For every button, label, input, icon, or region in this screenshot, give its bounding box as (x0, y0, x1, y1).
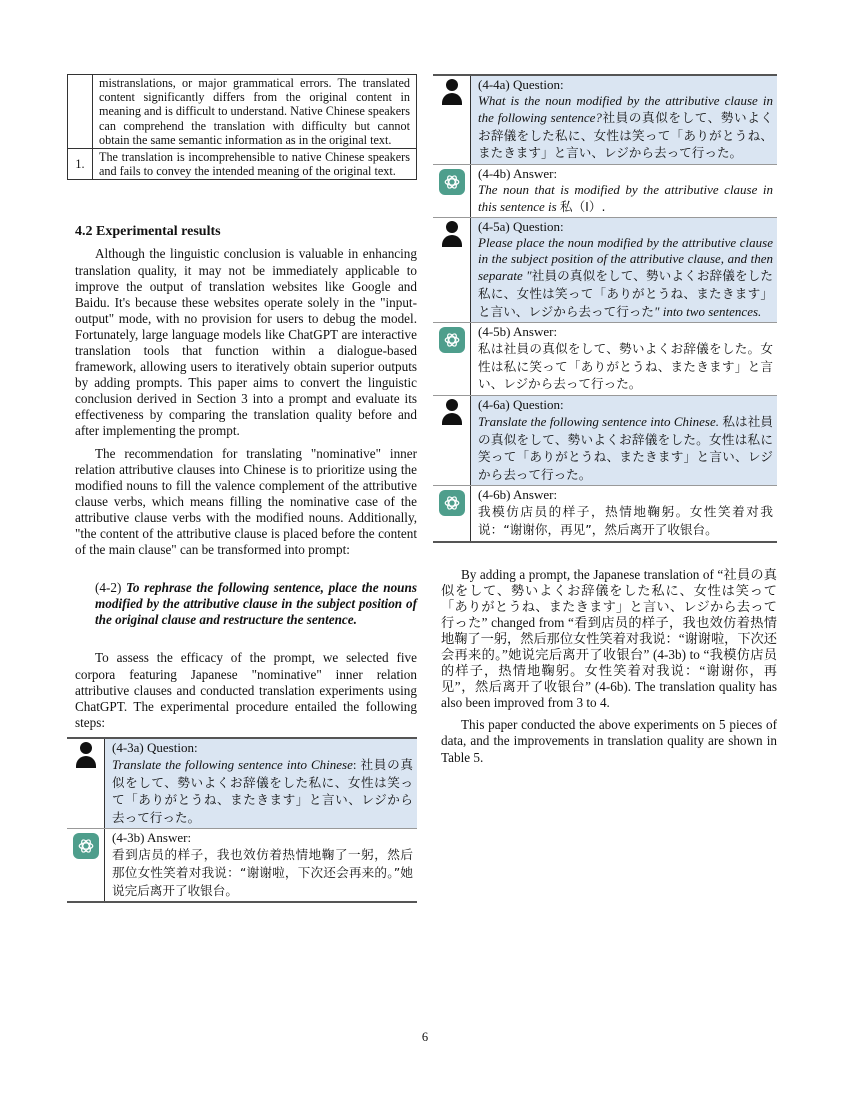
chat-dialog-4-4-to-4-6 (433, 74, 777, 543)
answer-text: The noun that is modified by the attributive clause in this sentence is (478, 181, 773, 214)
japanese-sentence: 社員の真似をして、勢いよくお辞儀をした私に、女性は笑って「ありがとうね、またきます」と言い、レジから去って行った (478, 268, 773, 319)
section-heading: 4.2 Experimental results (75, 224, 221, 240)
answer-heading: (4-5b) Answer: (478, 324, 558, 340)
paragraph: This paper conducted the above experiments on 5 pieces of data, and the improvements in translation quality are shown in Table 5. (441, 717, 777, 765)
user-icon (441, 221, 463, 247)
table-row (68, 75, 417, 149)
question-heading: (4-4a) Question: (478, 77, 564, 92)
chat-question (67, 739, 417, 828)
answer-heading: (4-4b) Answer: (478, 165, 558, 181)
question-text: What is the noun modified by the attributive clause in the following sentence? (478, 93, 773, 125)
chatgpt-logo-icon (439, 327, 465, 353)
question-heading: (4-6a) Question: (478, 396, 564, 412)
question-text: Translate the following sentence into Chinese. (478, 413, 723, 429)
score-cell (68, 75, 93, 149)
chat-answer (433, 164, 777, 218)
question-text: Translate the following sentence into Chinese (112, 756, 353, 772)
criteria-description: The translation is incomprehensible to native Chinese speakers and fails to convey the intended meaning of the original text. (93, 149, 417, 180)
score-cell: 1. (68, 149, 93, 180)
user-icon (75, 742, 97, 768)
results-text (433, 567, 777, 766)
question-heading: (4-5a) Question: (478, 219, 564, 235)
answer-heading: (4-6b) Answer: (478, 487, 558, 503)
paragraph: The recommendation for translating "nominative" inner relation attributive clauses into Chinese is to prioritize using the modified nouns to fill the valence complement of the attributive clause verbs, which means filling the nominative case of the attributive clause verbs with the modified nouns. Additionally, "the content of the attributive clause is placed before the content of the main clause" can be transformed into prompt: (75, 445, 417, 558)
answer-heading: (4-3b) Answer: (112, 830, 192, 846)
japanese-sentence: 社員の真似をして、勢いよくお辞儀をした私に、女性は笑って「ありがとうね、またきます」と言い、レジから去って行った。 (112, 756, 414, 825)
page-number: 6 (421, 1030, 429, 1044)
chat-question (433, 217, 777, 322)
chat-question (433, 395, 777, 485)
chinese-translation: 看到店员的样子，我也效仿着热情地鞠了一躬，然后那位女性笑着对我说：“谢谢啦，下次还会再来的。”她说完后离开了收银台。 (112, 847, 413, 898)
user-icon (441, 399, 463, 425)
japanese-sentence: 私は社員の真似をして、勢いよくお辞儀をした。女性は私に笑って「ありがとうね、またきます」と言い、レジから去って行った。 (478, 413, 774, 482)
answer-noun: 私（I）. (559, 198, 606, 214)
chinese-translation: 我模仿店员的样子，热情地鞠躬。女性笑着对我说：“谢谢你，再见”，然后离开了收银台。 (478, 504, 773, 537)
chatgpt-logo-icon (439, 490, 465, 516)
chat-answer (433, 322, 777, 395)
question-tail: " into two sentences. (654, 303, 762, 319)
japanese-sentence: 社員の真似をして、勢いよくお辞儀をした私に、女性は笑って「ありがとうね、またきます」と言い、レジから去って行った。 (478, 110, 773, 161)
chat-question (433, 76, 777, 164)
japanese-answer: 私は社員の真似をして、勢いよくお辞儀をした。女性は私に笑って「ありがとうね、またきます」と言い、レジから去って行った。 (478, 341, 773, 392)
chat-dialog-4-3 (67, 737, 417, 903)
chat-answer (433, 485, 777, 540)
right-column (433, 74, 777, 772)
table-row (68, 149, 417, 180)
example-label: (4-2) (95, 580, 126, 596)
left-column (67, 74, 417, 903)
criteria-description: mistranslations, or major grammatical errors. The translated content significantly differs from the original content in meaning and is difficult to understand. Native Chinese speakers can comprehend the translation with difficulty but cannot obtain the same semantic information as in the original text. (93, 75, 417, 149)
paragraph: By adding a prompt, the Japanese translation of “社員の真似をして、勢いよくお辞儀をした私に、女性は笑って「ありがとうね、またきます」と言い、レジから去って行った” changed from “看到店员的样子，我也效仿着热情地鞠了一躬，然后那位女性笑着对我说：“谢谢啦，下次还会再来的。”她说完后离开了收银台” (4-3b) to “我模仿店员的样子，热情地鞠躬。女性笑着对我说：“谢谢你，再见”，然后离开了收银台” (4-6b). The translation quality has also been improved from 3 to 4. (441, 566, 777, 711)
prompt-text: To rephrase the following sentence, place the nouns modified by the attributive clause in the subject position of the original clause and restructure the sentence. (95, 580, 417, 628)
question-colon: : (352, 756, 361, 772)
prompt-example (75, 580, 417, 628)
user-icon (441, 79, 463, 105)
chatgpt-logo-icon (439, 169, 465, 195)
paragraph: To assess the efficacy of the prompt, we selected five corpora featuring Japanese "nominative" inner relation attributive clauses and conducted translation experiments using ChatGPT. The experimental procedure entailed the following steps: (75, 650, 417, 730)
question-heading: (4-3a) Question: (112, 739, 198, 755)
paragraph: Although the linguistic conclusion is valuable in enhancing translation quality, it may not be immediately applicable to improve the output of translation websites like Google and Baidu. It's because these websites operate solely in the "input-output" mode, with no provision for users to debug the model. Fortunately, large language models like ChatGPT are interactive translation tools that function within a dialogue-based framework, allowing users to iteratively obtain superior outputs by adding prompts. This paper aims to convert the linguistic conclusion derived in Section 3 into a prompt and evaluate its effectiveness by comparing the translation quality before and after implementing the prompt. (75, 246, 417, 439)
chat-answer (67, 828, 417, 901)
criteria-table (67, 74, 417, 180)
chatgpt-logo-icon (73, 833, 99, 859)
question-text: Please place the noun modified by the attributive clause in the subject position of the attributive clause, and then separate " (478, 235, 773, 284)
